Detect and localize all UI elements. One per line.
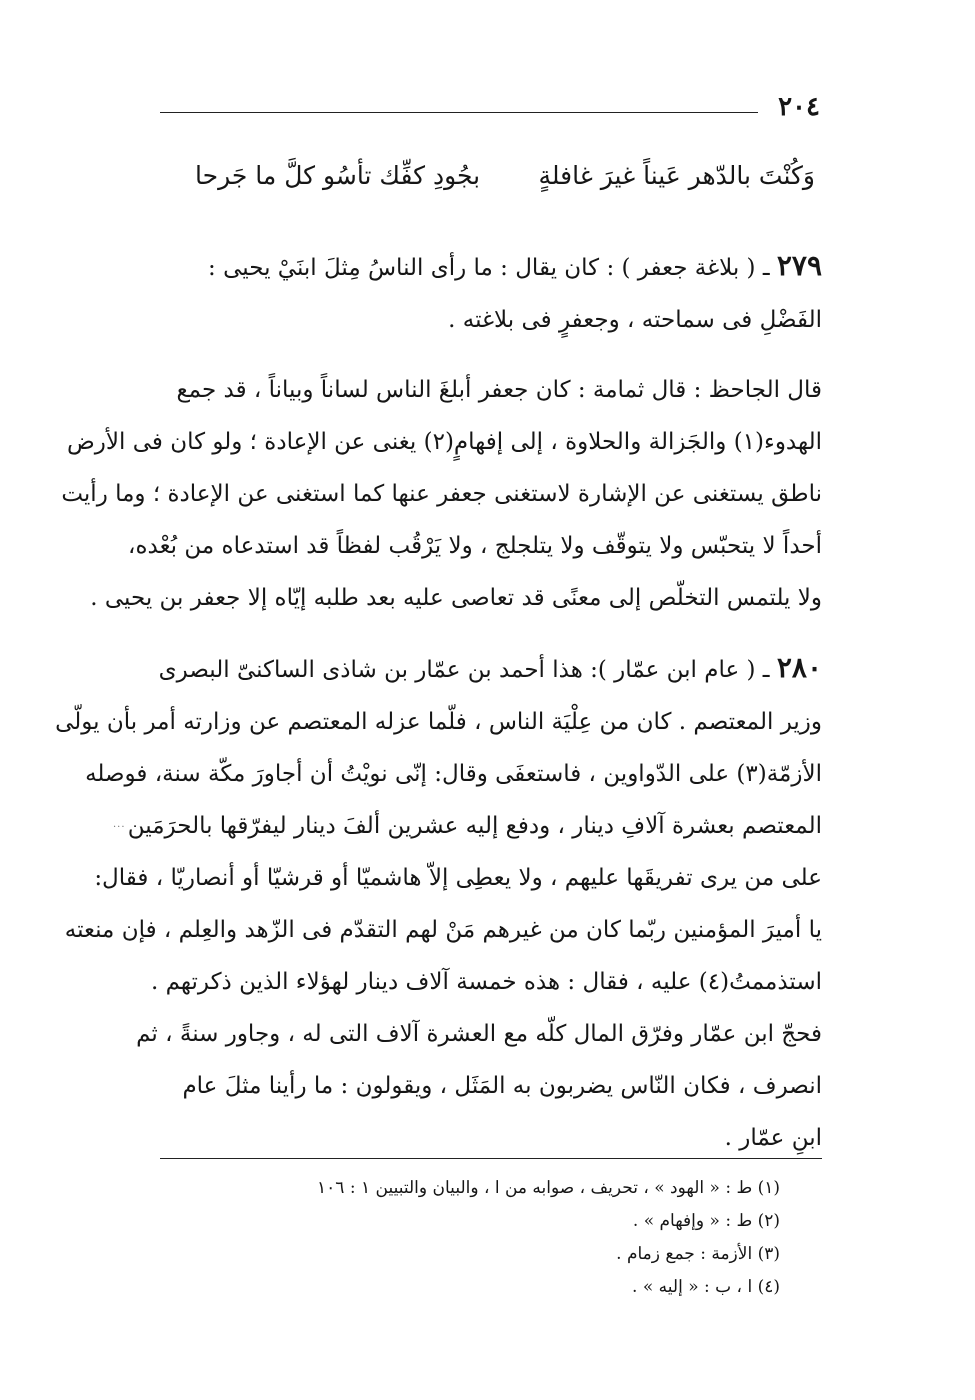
scan-speck: ··· [113, 822, 126, 833]
text-line: قال الجاحظ : قال ثمامة : كان جعفر أبلغَ الناس لساناً وبياناً ، قد جمع [176, 377, 822, 403]
page-header [160, 92, 820, 122]
verse-hemistich-left: بجُودِ كفِّك تأسُو كلَّ ما جَرحا [195, 160, 481, 190]
entry-number: ٢٨٠ [776, 651, 822, 684]
line-text: ـ ( عام ابن عمّار ): هذا أحمد بن عمّار بن شاذى الساكنىّ البصرى [158, 657, 770, 683]
line-text: ـ ( بلاغة جعفر ) : كان يقال : ما رأى الناسُ مِثلَ ابنَيْ يحيى : [208, 255, 770, 281]
text-line: الهدوء(١) والجَزالة والحلاوة ، إلى إفهامٍ(٢) يغنى عن الإعادة ؛ ولو كان فى الأرض [67, 429, 822, 455]
footnote-1: (١) ط : « الهود » ، تحريف ، صوابه من ا ، والبيان والتبيين ١ : ١٠٦ [317, 1178, 780, 1198]
entry-280 [55, 642, 822, 1164]
footnote-2: (٢) ط : « وإفهام » . [632, 1211, 780, 1231]
verse-hemistich-right: وَكُنْتَ بالدّهر عَيناً غيرَ غافلةٍ [538, 160, 815, 190]
text-line: الأزمّة(٣) على الدّواوين ، فاستعفَى وقال: إنّى نويْتُ أن أجاورَ مكّة سنة، فوصله [85, 761, 822, 787]
jahiz-paragraph [61, 364, 822, 624]
entry-279 [160, 240, 822, 346]
text-line: استذممتُ(٤) عليه ، فقال : هذه خمسة آلاف دينار لهؤلاء الذين ذكرتهم . [150, 969, 822, 995]
text-line: يا أميرَ المؤمنين ربّما كان من غيرهم مَنْ لهم التقدّم فى الزّهد والعِلم ، فإن منعته [64, 917, 822, 943]
text-line: المعتصم بعشرة آلافِ دينار ، ودفع إليه عشرين ألفَ دينار ليفرّقها بالحرَمَين [127, 813, 822, 839]
text-line: الفَضْلِ فى سماحته ، وجعفرٍ فى بلاغته . [448, 307, 822, 333]
text-line: ابنِ عمّار . [724, 1125, 822, 1151]
page-number: ٢٠٤ [778, 92, 820, 122]
footnote-rule [160, 1158, 822, 1159]
text-line: على من يرى تفريقَها عليهم ، ولا يعطِى إلاّ هاشميّا أو قرشيّا أو أنصاريّا ، فقال: [94, 865, 822, 891]
entry-number: ٢٧٩ [776, 249, 822, 282]
text-line: فحجّ ابن عمّار وفرّق المال كلّه مع العشرة آلاف التى له ، وجاور سنةً ، ثم [136, 1021, 822, 1047]
footnote-4: (٤) ا ، ب : « إليه » . [632, 1277, 780, 1297]
text-line: أحداً لا يتحبّس ولا يتوقّف ولا يتلجلج ، ولا يَرْقُب لفظاً قد استدعاه من بُعْده، [128, 533, 822, 559]
main-text [55, 240, 822, 1164]
footnotes [220, 1172, 780, 1304]
footnote-3: (٣) الأزمة : جمع زمام . [616, 1244, 780, 1264]
text-line: ولا يلتمس التخلّص إلى معنًى قد تعاصى عليه بعد طلبه إيّاه إلا جعفر بن يحيى . [90, 585, 822, 611]
header-rule [160, 112, 758, 113]
text-line [160, 642, 822, 696]
text-line: ناطق يستغنى عن الإشارة لاستغنى جعفر عنها كما استغنى عن الإعادة ؛ وما رأيت [61, 481, 822, 507]
text-line: وزير المعتصم . كان من عِلْيَة الناس ، فلّما عزله المعتصم عن وزارته أمر بأن يولّى [55, 709, 822, 735]
text-line [160, 240, 822, 294]
poetry-verse [195, 150, 815, 200]
text-line: انصرف ، فكان النّاس يضربون به المَثَل ، ويقولون : ما رأينا مثلَ عام [182, 1073, 822, 1099]
